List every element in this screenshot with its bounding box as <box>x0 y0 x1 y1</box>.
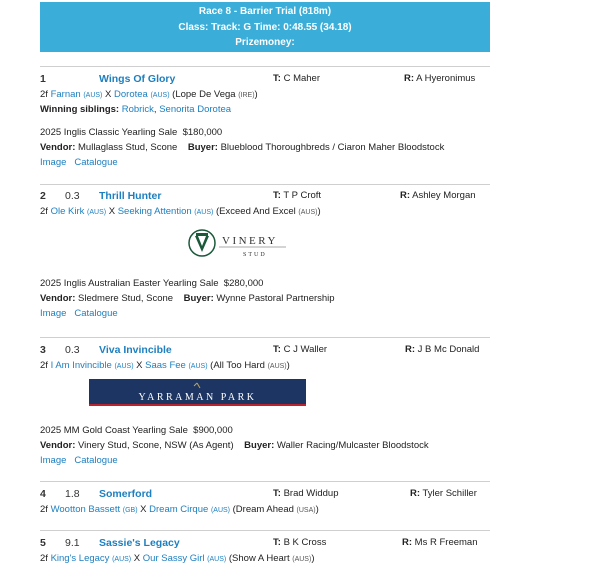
sibling-link[interactable]: Robrick <box>121 104 154 115</box>
image-link[interactable]: Image <box>40 455 67 466</box>
dam-link[interactable]: Dream Cirque <box>149 504 209 515</box>
sire-link[interactable]: King's Legacy <box>50 553 110 564</box>
trainer: T: B K Cross <box>273 537 327 548</box>
sale-info: 2025 MM Gold Coast Yearling Sale $900,000 <box>40 425 233 436</box>
runner-place: 1 <box>40 73 46 85</box>
trainer: T: C Maher <box>273 73 320 84</box>
dam-link[interactable]: Our Sassy Girl <box>142 553 205 564</box>
rider: R: Ashley Morgan <box>400 190 476 201</box>
race-header <box>40 2 490 52</box>
image-link[interactable]: Image <box>40 308 67 319</box>
yarraman-logo-icon <box>89 379 306 406</box>
runner-place: 5 <box>40 537 46 549</box>
trainer: T: Brad Widdup <box>273 488 339 499</box>
pedigree-line: 2f Farnan (AUS) X Dorotea (AUS) (Lope De Vega (IRE)) <box>40 89 258 100</box>
horse-name-link[interactable]: Sassie's Legacy <box>99 537 180 549</box>
catalogue-link[interactable]: Catalogue <box>74 308 118 319</box>
dam-link[interactable]: Dorotea <box>114 89 148 100</box>
runner-margin: 9.1 <box>65 537 80 549</box>
runner-entry <box>40 190 490 319</box>
race-title: Race 8 - Barrier Trial (818m) <box>198 6 332 17</box>
runner-place: 3 <box>40 344 46 356</box>
sibling-link[interactable]: Senorita Dorotea <box>159 104 232 115</box>
svg-text:YARRAMAN PARK: YARRAMAN PARK <box>138 392 257 403</box>
runner-entry <box>40 488 490 517</box>
rider: R: A Hyeronimus <box>404 73 476 84</box>
runner-place: 2 <box>40 190 46 202</box>
dam-link[interactable]: Saas Fee <box>145 360 186 371</box>
sire-link[interactable]: Ole Kirk <box>50 206 85 217</box>
sire-link[interactable]: Farnan <box>50 89 81 100</box>
rider: R: Ms R Freeman <box>402 537 478 548</box>
yarraman-park-logo <box>89 379 306 406</box>
vendor-buyer: Vendor: Vinery Stud, Scone, NSW (As Agent) Buyer: Waller Racing/Mulcaster Bloodstock <box>40 440 429 451</box>
pedigree-line: 2f Wootton Bassett (GB) X Dream Cirque (AUS) (Dream Ahead (USA)) <box>40 504 319 515</box>
dam-link[interactable]: Seeking Attention <box>117 206 192 217</box>
race-class-track: Class: Track: G Time: 0:48.55 (34.18) <box>178 21 352 33</box>
svg-text:VINERY: VINERY <box>222 235 278 247</box>
divider <box>40 184 490 185</box>
pedigree-line: 2f I Am Invincible (AUS) X Saas Fee (AUS) (All Too Hard (AUS)) <box>40 360 290 371</box>
horse-name-link[interactable]: Somerford <box>99 488 153 500</box>
runner-margin: 0.3 <box>65 344 80 356</box>
runner-entry <box>40 537 490 566</box>
race-prizemoney: Prizemoney: <box>235 37 295 48</box>
rider: R: J B Mc Donald <box>405 344 480 355</box>
runner-entry <box>40 344 490 466</box>
divider <box>40 66 490 67</box>
catalogue-link[interactable]: Catalogue <box>74 157 118 168</box>
runner-margin: 1.8 <box>65 488 80 500</box>
winning-siblings: Winning siblings: Robrick, Senorita Dorotea <box>40 104 232 115</box>
horse-name-link[interactable]: Wings Of Glory <box>99 73 176 85</box>
pedigree-line: 2f Ole Kirk (AUS) X Seeking Attention (AUS) (Exceed And Excel (AUS)) <box>40 206 321 217</box>
divider <box>40 481 490 482</box>
vinery-stud-logo <box>188 226 288 260</box>
sale-info: 2025 Inglis Classic Yearling Sale $180,000 <box>40 127 223 138</box>
vinery-logo-icon <box>188 226 288 260</box>
pedigree-line: 2f King's Legacy (AUS) X Our Sassy Girl (AUS) (Show A Heart (AUS)) <box>40 553 315 564</box>
trainer: T: T P Croft <box>273 190 322 201</box>
svg-text:STUD: STUD <box>243 252 267 258</box>
sire-link[interactable]: I Am Invincible <box>50 360 112 371</box>
image-link[interactable]: Image <box>40 157 67 168</box>
vendor-buyer: Vendor: Mullaglass Stud, Scone Buyer: Blueblood Thoroughbreds / Ciaron Maher Bloodstock <box>40 142 445 153</box>
runner-place: 4 <box>40 488 46 500</box>
runner-margin: 0.3 <box>65 190 80 202</box>
divider <box>40 337 490 338</box>
catalogue-link[interactable]: Catalogue <box>74 455 118 466</box>
vendor-buyer: Vendor: Sledmere Stud, Scone Buyer: Wynne Pastoral Partnership <box>40 293 335 304</box>
trainer: T: C J Waller <box>273 344 328 355</box>
horse-name-link[interactable]: Thrill Hunter <box>99 190 162 202</box>
divider <box>40 530 490 531</box>
sale-info: 2025 Inglis Australian Easter Yearling Sale $280,000 <box>40 278 264 289</box>
runner-entry <box>40 73 490 170</box>
sire-link[interactable]: Wootton Bassett <box>50 504 121 515</box>
horse-name-link[interactable]: Viva Invincible <box>99 344 172 356</box>
rider: R: Tyler Schiller <box>410 488 477 499</box>
